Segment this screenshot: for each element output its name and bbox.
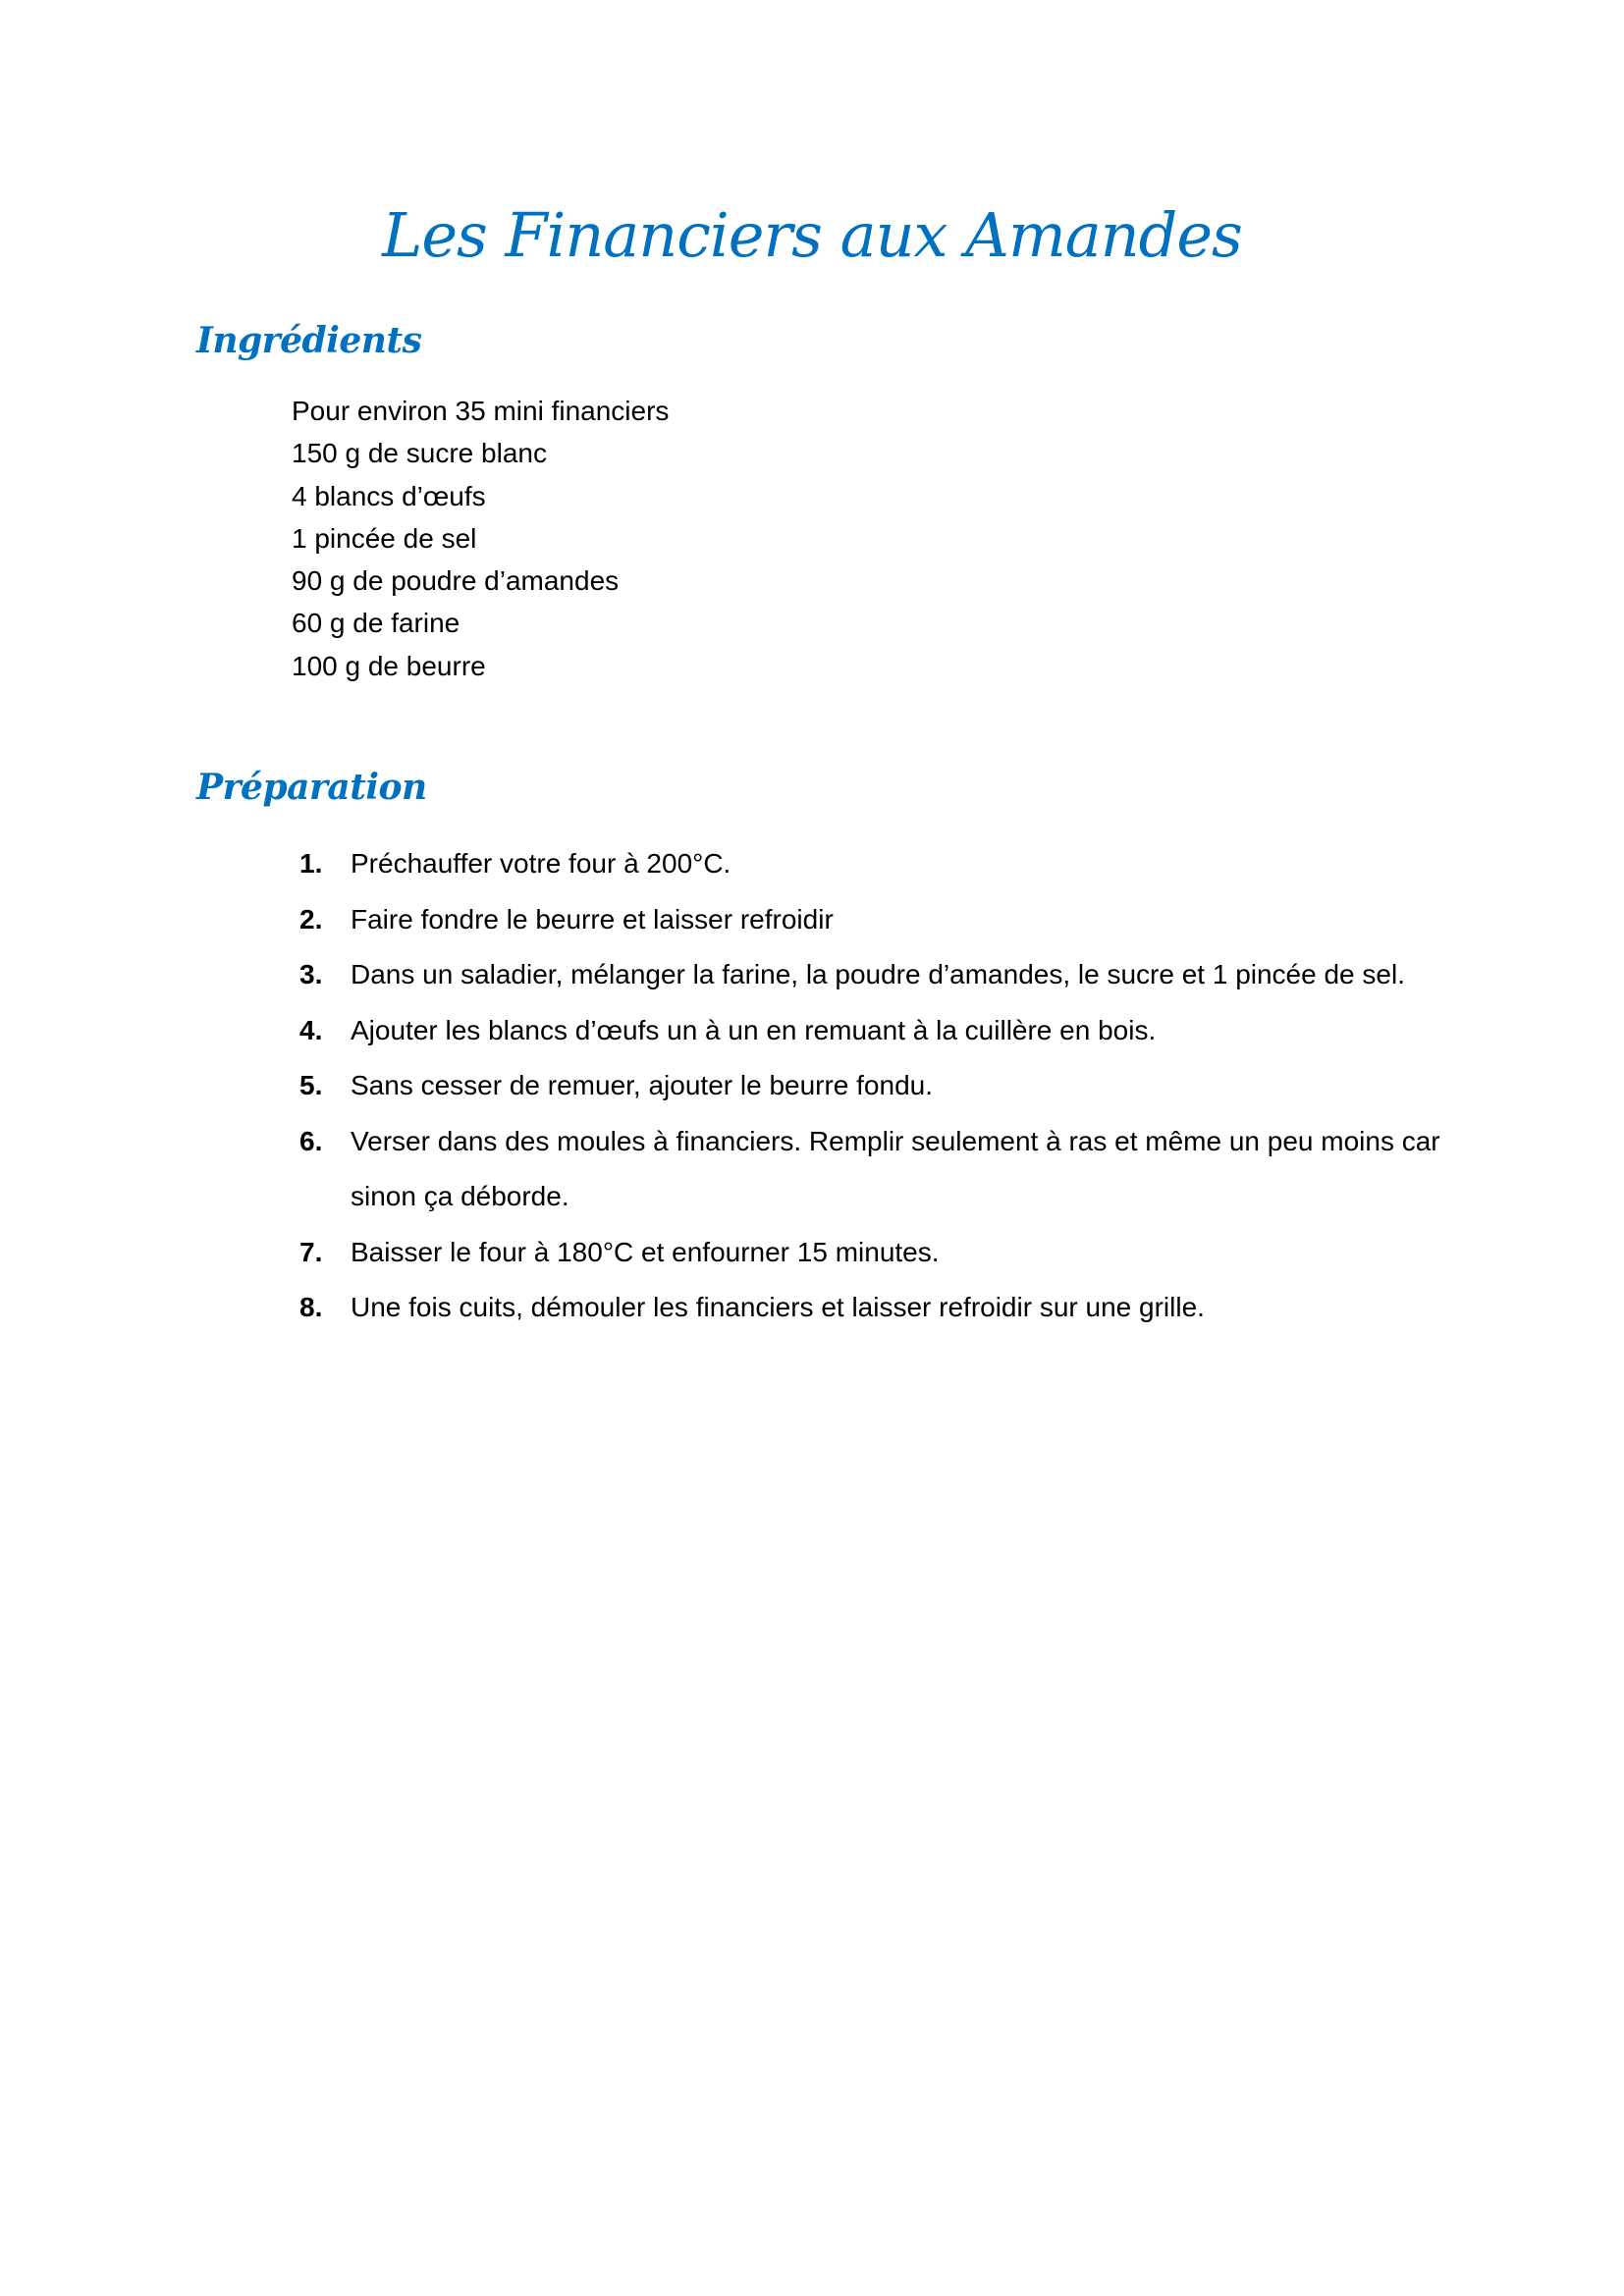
- step-number: 8.: [299, 1292, 323, 1322]
- step-number: 3.: [299, 959, 323, 989]
- preparation-step: [295, 1114, 1473, 1225]
- step-text: Baisser le four à 180°C et enfourner 15 minutes.: [351, 1236, 940, 1267]
- preparation-step: [295, 947, 1473, 1003]
- preparation-heading: Préparation: [196, 767, 427, 808]
- step-text: Ajouter les blancs d’œufs un à un en remuant à la cuillère en bois.: [351, 1014, 1157, 1045]
- preparation-step: [295, 836, 1473, 892]
- ingredient-item: 60 g de farine: [292, 608, 460, 639]
- ingredient-item: 90 g de poudre d’amandes: [292, 565, 620, 597]
- step-number: 6.: [299, 1125, 323, 1156]
- ingredients-list: [292, 390, 669, 687]
- preparation-step: [295, 1058, 1473, 1114]
- preparation-steps-list: [295, 836, 1473, 1336]
- step-number: 7.: [299, 1236, 323, 1267]
- ingredient-item: Pour environ 35 mini financiers: [292, 396, 670, 426]
- ingredient-item: 100 g de beurre: [292, 650, 486, 681]
- step-number: 4.: [299, 1014, 323, 1045]
- step-text: Une fois cuits, démouler les financiers et laisser refroidir sur une grille.: [351, 1292, 1205, 1322]
- step-number: 5.: [299, 1070, 323, 1100]
- step-text: Verser dans des moules à financiers. Remplir seulement à ras et même un peu moins car sinon ça déborde.: [351, 1125, 1440, 1211]
- step-text: Dans un saladier, mélanger la farine, la poudre d’amandes, le sucre et 1 pincée de sel.: [351, 959, 1405, 989]
- ingredient-item: 4 blancs d’œufs: [292, 480, 486, 511]
- preparation-step: [295, 1280, 1473, 1336]
- preparation-step: [295, 1003, 1473, 1059]
- step-text: Préchauffer votre four à 200°C.: [351, 848, 731, 879]
- ingredient-item: 150 g de sucre blanc: [292, 438, 547, 469]
- ingredient-item: 1 pincée de sel: [292, 522, 477, 554]
- step-number: 1.: [299, 848, 323, 879]
- preparation-step: [295, 1225, 1473, 1281]
- document-title: Les Financiers aux Amandes: [382, 199, 1242, 271]
- preparation-step: [295, 892, 1473, 948]
- step-text: Faire fondre le beurre et laisser refroidir: [351, 903, 834, 934]
- ingredients-heading: Ingrédients: [196, 320, 422, 361]
- step-text: Sans cesser de remuer, ajouter le beurre fondu.: [351, 1070, 934, 1100]
- step-number: 2.: [299, 903, 323, 934]
